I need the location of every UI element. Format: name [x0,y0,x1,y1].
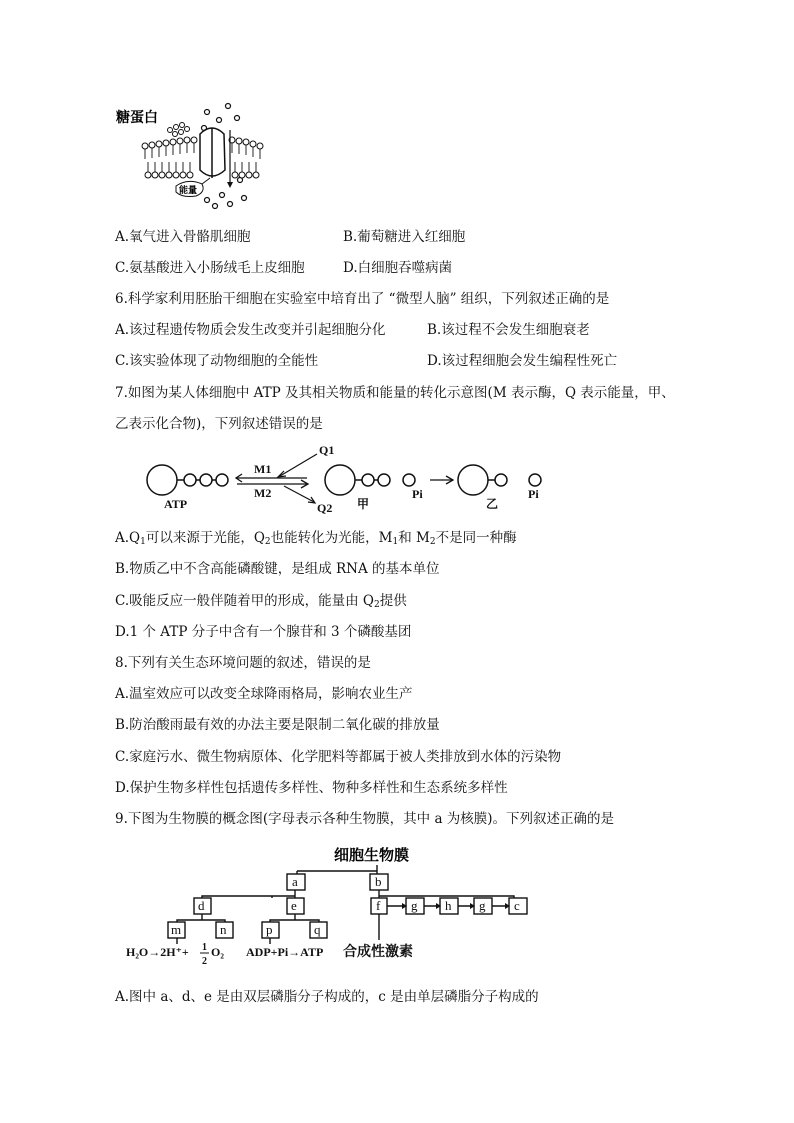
membrane-transport-figure [112,100,282,212]
q6-option-c: C.该实验体现了动物细胞的全能性 [115,353,319,369]
biomembrane-concept-figure [112,840,552,970]
node-e: e [291,898,297,913]
q7-stem-line2: 乙表示化合物)，下列叙述错误的是 [115,416,323,432]
energy-label: 能量 [179,185,198,195]
q6-option-b: B.该过程不会发生细胞衰老 [427,322,590,338]
q7-option-c: C.吸能反应一般伴随着甲的形成，能量由 $Q_2$提供 [115,593,407,610]
node-g2: g [479,898,486,913]
q8-stem: 8.下列有关生态环境问题的叙述，错误的是 [115,655,371,671]
pi1-label: Pi [412,487,423,501]
jia-label: 甲 [357,497,370,511]
q5-option-d: D.白细胞吞噬病菌 [343,260,453,276]
equation-p: ADP+Pi→ATP [246,945,324,959]
q8-option-d: D.保护生物多样性包括遗传多样性、物种多样性和生态系统多样性 [115,780,508,796]
q7-option-b: B.物质乙中不含高能磷酸键，是组成 RNA 的基本单位 [115,561,440,577]
node-b: b [375,874,382,889]
node-a: a [292,874,298,889]
m1-label: M1 [254,462,272,476]
q9-stem: 9.下图为生物膜的概念图(字母表示各种生物膜，其中 a 为核膜)。下列叙述正确的是 [115,811,615,827]
node-h: h [445,898,452,913]
pi2-label: Pi [528,487,539,501]
atp-conversion-figure [112,442,572,518]
node-n: n [220,922,227,937]
node-g1: g [411,898,418,913]
equation-m: H₂O→2H⁺+ [126,945,189,959]
atp-label: ATP [164,497,188,511]
node-c: c [514,898,520,913]
q5-option-a: A.氧气进入骨骼肌细胞 [115,229,251,245]
equation-o2: O₂ [211,945,224,959]
q8-option-b: B.防治酸雨最有效的办法主要是限制二氧化碳的排放量 [115,717,440,733]
q6-option-a: A.该过程遗传物质会发生改变并引起细胞分化 [115,322,386,338]
q2-label: Q2 [317,501,333,515]
q5-option-c: C.氨基酸进入小肠绒毛上皮细胞 [115,260,305,276]
yi-label: 乙 [486,497,499,511]
node-f: f [376,898,381,913]
q1-label: Q1 [319,443,335,457]
q7-option-a: $A.Q_1$可以来源于光能，$Q_2$也能转化为光能，$M_1$和 $M_2$不是同一种酶 [115,530,517,547]
q7-option-d: D.1 个 ATP 分子中含有一个腺苷和 3 个磷酸基团 [115,624,412,640]
node-m: m [171,922,182,937]
node-d: d [198,898,205,913]
m2-label: M2 [254,486,272,500]
equation-frac-num: 1 [202,942,207,953]
glycoprotein-label: 糖蛋白 [116,111,158,126]
q7-stem-line1: 7.如图为某人体细胞中 ATP 及其相关物质和能量的转化示意图(M 表示酶，Q 表示能量，甲、 [115,385,675,401]
q8-option-c: C.家庭污水、微生物病原体、化学肥料等都属于被人类排放到水体的污染物 [115,749,562,765]
equation-f: 合成性激素 [343,945,413,960]
concept-title: 细胞生物膜 [334,848,410,864]
q8-option-a: A.温室效应可以改变全球降雨格局，影响农业生产 [115,686,413,702]
node-q: q [314,922,321,937]
q9-option-a: A.图中 a、d、e 是由双层磷脂分子构成的，c 是由单层磷脂分子构成的 [115,989,539,1005]
q5-option-b: B.葡萄糖进入红细胞 [343,229,466,245]
q6-stem: 6.科学家利用胚胎干细胞在实验室中培育出了 “微型人脑” 组织，下列叙述正确的是 [115,291,610,307]
q6-option-d: D.该过程细胞会发生编程性死亡 [427,353,618,369]
equation-frac-den: 2 [202,956,207,967]
node-p: p [266,922,273,937]
